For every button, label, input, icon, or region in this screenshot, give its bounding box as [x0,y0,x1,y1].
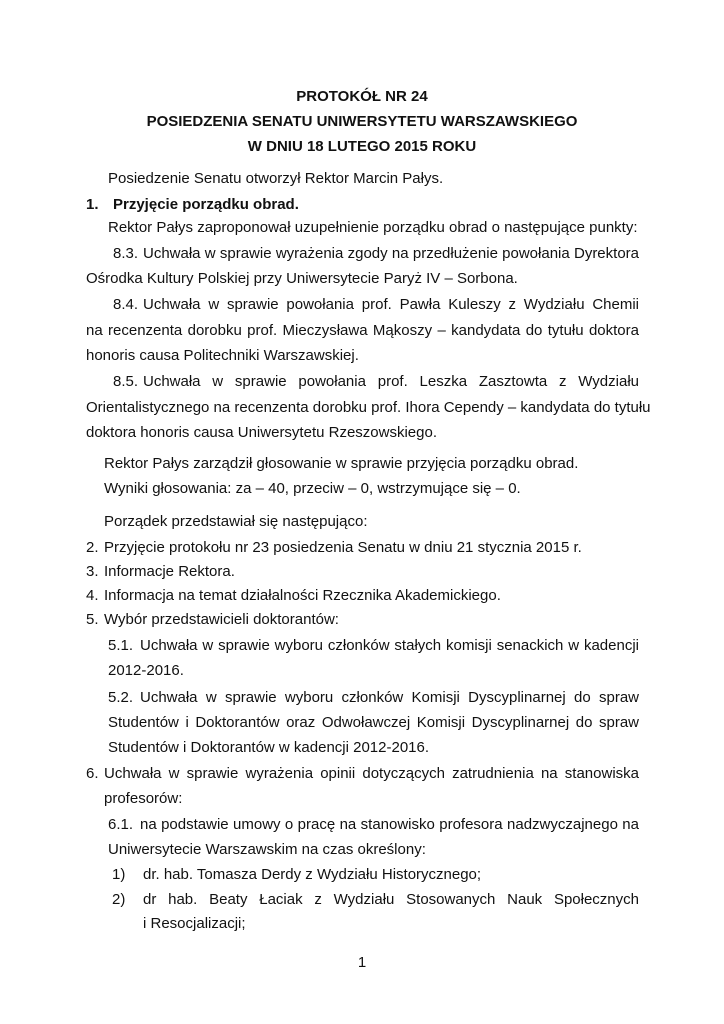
section-1-heading: Przyjęcie porządku obrad. [113,196,299,213]
vote-line: Rektor Pałys zarządził głosowanie w sprawie przyjęcia porządku obrad. [104,455,579,472]
agenda-subitem-line: Studentów i Doktorantów oraz Odwoławczej Komisji Dyscyplinarnej do spraw [108,714,639,731]
proposed-point-number: 8.5. [113,373,139,390]
nominee-entry: dr. hab. Tomasza Derdy z Wydziału Historycznego; [143,866,482,883]
agenda-item-number: 2. [86,539,99,556]
agenda-item-6-line: Uchwała w sprawie wyrażenia opinii dotyczących zatrudnienia na stanowiska [104,765,639,782]
agenda-item-4: Informacja na temat działalności Rzecznika Akademickiego. [104,587,501,604]
proposal-intro: Rektor Pałys zaproponował uzupełnienie porządku obrad o następujące punkty: [108,219,638,236]
agenda-item-6-line: profesorów: [104,790,183,807]
proposed-point-line: Uchwała w sprawie powołania prof. Leszka Zasztowta z Wydziału [143,373,639,390]
proposed-point-line: Orientalistycznego na recenzenta dorobku prof. Ihora Cependy – kandydata do tytułu [86,399,651,416]
agenda-subitem-number: 5.2. [108,689,134,706]
proposed-point-line: Uchwała w sprawie powołania prof. Pawła Kuleszy z Wydziału Chemii [143,296,639,313]
vote-results: Wyniki głosowania: za – 40, przeciw – 0, wstrzymujące się – 0. [104,480,521,497]
agenda-subitem-line: na podstawie umowy o pracę na stanowisko profesora nadzwyczajnego na [140,816,639,833]
agenda-item-number: 4. [86,587,99,604]
agenda-item-5: Wybór przedstawicieli doktorantów: [104,611,339,628]
document-title-line-1: PROTOKÓŁ NR 24 [296,88,428,105]
proposed-point-number: 8.3. [113,245,139,262]
agenda-subitem-line: 2012-2016. [108,662,184,679]
agenda-intro: Porządek przedstawiał się następująco: [104,513,368,530]
agenda-subitem-number: 5.1. [108,637,134,654]
section-1-number: 1. [86,196,99,213]
proposed-point-line: na recenzenta dorobku prof. Mieczysława Mąkoszy – kandydata do tytułu doktora [86,322,639,339]
nominee-entry-line: i Resocjalizacji; [143,915,246,932]
proposed-point-line: honoris causa Politechniki Warszawskiej. [86,347,359,364]
agenda-subitem-line: Studentów i Doktorantów w kadencji 2012-2016. [108,739,430,756]
agenda-subitem-line: Uniwersytecie Warszawskim na czas określony: [108,841,426,858]
agenda-item-number: 6. [86,765,99,782]
nominee-entry-line: dr hab. Beaty Łaciak z Wydziału Stosowanych Nauk Społecznych [143,891,639,908]
document-title-line-3: W DNIU 18 LUTEGO 2015 ROKU [247,138,477,155]
agenda-subitem-line: Uchwała w sprawie wyboru członków Komisji Dyscyplinarnej do spraw [140,689,639,706]
proposed-point-number: 8.4. [113,296,139,313]
page-number: 1 [357,954,367,971]
agenda-subitem-number: 6.1. [108,816,134,833]
agenda-item-number: 3. [86,563,99,580]
agenda-item-number: 5. [86,611,99,628]
proposed-point-line: Uchwała w sprawie wyrażenia zgody na przedłużenie powołania Dyrektora [143,245,639,262]
nominee-number: 2) [112,891,126,908]
proposed-point-line: Ośrodka Kultury Polskiej przy Uniwersytecie Paryż IV – Sorbona. [86,270,518,287]
proposed-point-line: doktora honoris causa Uniwersytetu Rzeszowskiego. [86,424,437,441]
opening-paragraph: Posiedzenie Senatu otworzył Rektor Marcin Pałys. [108,170,444,187]
agenda-item-2: Przyjęcie protokołu nr 23 posiedzenia Senatu w dniu 21 stycznia 2015 r. [104,539,582,556]
agenda-subitem-line: Uchwała w sprawie wyboru członków stałych komisji senackich w kadencji [140,637,639,654]
agenda-item-3: Informacje Rektora. [104,563,235,580]
document-title-line-2: POSIEDZENIA SENATU UNIWERSYTETU WARSZAWSKIEGO [146,113,578,130]
nominee-number: 1) [112,866,126,883]
